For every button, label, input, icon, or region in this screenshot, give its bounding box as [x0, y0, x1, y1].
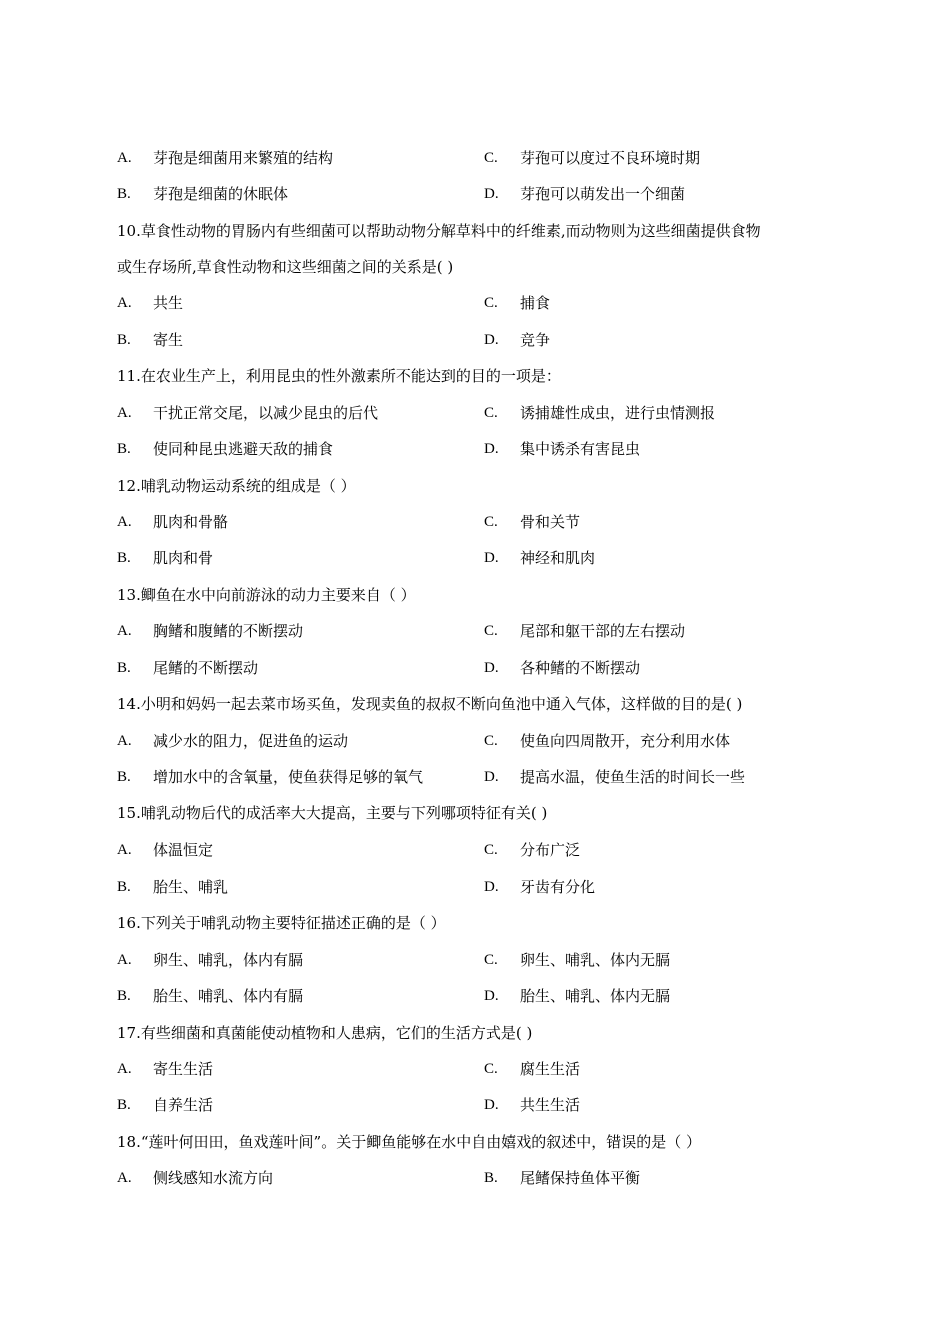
q10-stem-line-1: 10.草食性动物的胃肠内有些细菌可以帮助动物分解草料中的纤维素,而动物则为这些细菌提供食物 — [117, 222, 761, 240]
q10-stem-line-2: 或生存场所,草食性动物和这些细菌之间的关系是( ) — [117, 258, 454, 276]
q11-stem: 11.在农业生产上，利用昆虫的性外激素所不能达到的目的一项是： — [117, 367, 561, 385]
q17-stem: 17.有些细菌和真菌能使动植物和人患病，它们的生活方式是( ) — [117, 1024, 533, 1042]
exam-page: A. 芽孢是细菌用来繁殖的结构 C. 芽孢可以度过不良环境时期 B. 芽孢是细菌的休眠体 D. 芽孢可以萌发出一个细菌 10.草食性动物的胃肠内有些细菌可以帮助动物分解草料中的纤维素,而动物则为这些细菌提供食物 或生存场所,草食性动物和这些细菌之间的关系是( ) A. 共生 C. 捕食 B. 寄生 D. 竞争 11.在农业生产上，利用昆虫的性外激素所不能达到的目的一项是： A. 干扰正常交尾，以减少昆虫的后代 C. 诱捕雄性成虫，进行虫情测报 B. 使同种昆虫逃避天敌的捕食 D. 集中诱杀有害昆虫 12.哺乳动物运动系统的组成是（ ） A. 肌肉和骨骼 C. 骨和关节 B. 肌肉和骨 D. 神经和肌肉 13.鲫鱼在水中向前游泳的动力主要来自（ ） A. 胸鳍和腹鳍的不断摆动 C. 尾部和躯干部的左右摆动 B. 尾鳍的不断摆动 D. 各种鳍的不断摆动 14.小明和妈妈一起去菜市场买鱼，发现卖鱼的叔叔不断向鱼池中通入气体，这样做的目的是( ) A. 减少水的阻力，促进鱼的运动 C. 使鱼向四周散开，充分利用水体 B. 增加水中的含氧量，使鱼获得足够的氧气 D. 提高水温，使鱼生活的时间长一些 15.哺乳动物后代的成活率大大提高，主要与下列哪项特征有关( ) A. 体温恒定 C. 分布广泛 B. 胎生、哺乳 D. 牙齿有分化 16.下列关于哺乳动物主要特征描述正确的是（ ） A. 卵生、哺乳，体内有膈 C. 卵生、哺乳、体内无膈 B. 胎生、哺乳、体内有膈 D. 胎生、哺乳、体内无膈 17.有些细菌和真菌能使动植物和人患病，它们的生活方式是( ) A. 寄生生活 C. 腐生生活 B. 自养生活 D. 共生生活 18.“莲叶何田田，鱼戏莲叶间”。关于鲫鱼能够在水中自由嬉戏的叙述中，错误的是（ ） A. 侧线感知水流方向 B. 尾鳍保持鱼体平衡 — [117, 149, 761, 1187]
q16-stem: 16.下列关于哺乳动物主要特征描述正确的是（ ） — [117, 914, 446, 932]
q12-stem: 12.哺乳动物运动系统的组成是（ ） — [117, 477, 356, 495]
q13-stem: 13.鲫鱼在水中向前游泳的动力主要来自（ ） — [117, 586, 416, 604]
q18-stem: 18.“莲叶何田田，鱼戏莲叶间”。关于鲫鱼能够在水中自由嬉戏的叙述中，错误的是（ ） — [117, 1133, 701, 1151]
q14-stem: 14.小明和妈妈一起去菜市场买鱼，发现卖鱼的叔叔不断向鱼池中通入气体，这样做的目的是( ) — [117, 695, 743, 713]
q15-stem: 15.哺乳动物后代的成活率大大提高，主要与下列哪项特征有关( ) — [117, 804, 548, 822]
